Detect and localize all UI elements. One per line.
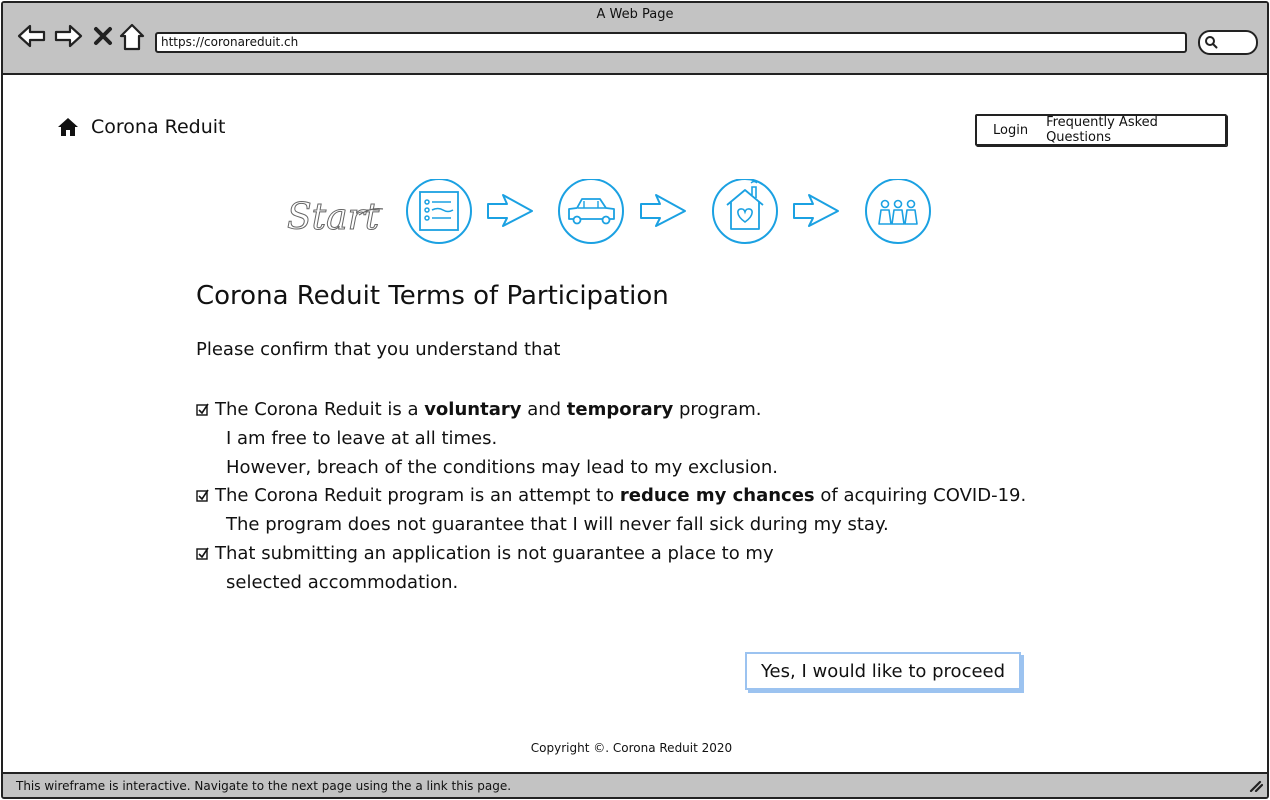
footer: [3, 741, 1267, 755]
home-outline-icon[interactable]: [119, 23, 145, 55]
checkbox-checked-icon[interactable]: [196, 489, 209, 502]
house-heart-icon: [713, 179, 777, 243]
term-detail-line: The program does not guarantee that I will never fall sick during my stay.: [226, 514, 889, 536]
term-detail-line: However, breach of the conditions may lead to my exclusion.: [226, 456, 778, 478]
term-text: That submitting an application is not guarantee a place to my: [215, 542, 774, 564]
steps-progress: [285, 179, 945, 245]
brand[interactable]: [57, 116, 226, 138]
term-emphasis: voluntary: [424, 399, 522, 420]
checkbox-checked-icon[interactable]: [196, 403, 209, 416]
checklist-icon: [407, 179, 471, 243]
search-icon: [1204, 35, 1218, 49]
page-title: Corona Reduit Terms of Participation: [196, 281, 669, 311]
term-main-line: [196, 540, 1026, 569]
term-text: program.: [673, 399, 762, 420]
term-item: [196, 540, 1026, 598]
arrow-icon: [794, 195, 838, 226]
arrow-icon: [641, 195, 685, 226]
brand-name: Corona Reduit: [91, 116, 226, 138]
proceed-button[interactable]: Yes, I would like to proceed: [745, 652, 1021, 690]
term-text: of acquiring COVID-19.: [814, 485, 1027, 507]
browser-window: [1, 1, 1269, 799]
copyright-text: Copyright ©. Corona Reduit 2020: [530, 741, 733, 755]
arrow-icon: [488, 195, 532, 226]
people-icon: [866, 179, 930, 243]
car-icon: [559, 179, 623, 243]
intro-text: Please confirm that you understand that: [196, 339, 561, 360]
term-item: [196, 396, 1026, 482]
term-main-line: [196, 482, 1026, 511]
term-text: The Corona Reduit is a: [215, 399, 425, 420]
checkbox-checked-icon[interactable]: [196, 547, 209, 560]
back-arrow-icon[interactable]: [17, 23, 47, 53]
search-box[interactable]: [1198, 30, 1258, 55]
term-item: [196, 482, 1026, 540]
term-detail-line: I am free to leave at all times.: [226, 427, 498, 449]
term-emphasis: reduce my chances: [619, 485, 815, 507]
address-bar[interactable]: https://coronareduit.ch: [155, 32, 1187, 53]
term-text: The Corona Reduit program is an attempt to: [215, 485, 620, 507]
login-link[interactable]: Login: [993, 122, 1029, 138]
forward-arrow-icon[interactable]: [53, 23, 83, 53]
term-emphasis: temporary: [566, 399, 674, 420]
status-bar: [3, 772, 1267, 799]
term-detail-line: selected accommodation.: [226, 571, 459, 593]
resize-grip-icon[interactable]: [1249, 780, 1263, 792]
close-icon[interactable]: [93, 26, 113, 50]
home-icon: [57, 117, 79, 137]
status-text: This wireframe is interactive. Navigate to the next page using the a link this page.: [16, 779, 512, 793]
step-start-label: Start: [287, 197, 380, 238]
term-main-line: [196, 396, 1026, 425]
window-title: A Web Page: [596, 7, 674, 22]
browser-chrome: [3, 3, 1267, 75]
top-navigation: [975, 114, 1227, 146]
faq-link[interactable]: Frequently Asked Questions: [1046, 115, 1158, 145]
term-text: and: [521, 399, 567, 420]
terms-list: [196, 396, 1026, 598]
